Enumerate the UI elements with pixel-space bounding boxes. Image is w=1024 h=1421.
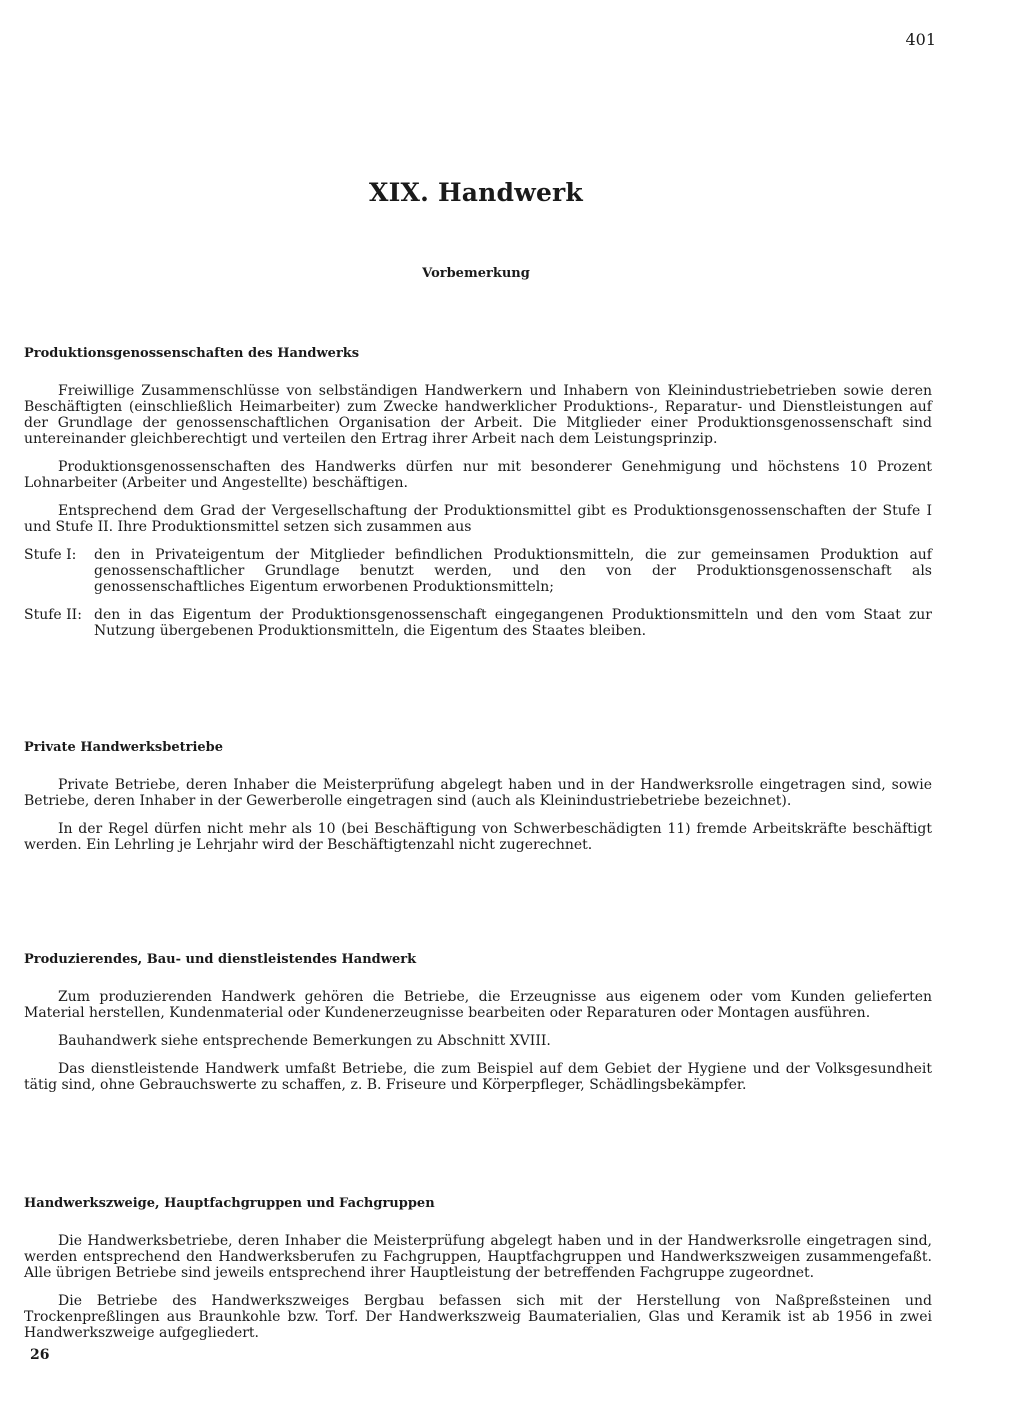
- paragraph: Zum produzierenden Handwerk gehören die Betriebe, die Erzeugnisse aus eigenem oder vom Kunden gelieferten Material herstellen, Kundenmaterial oder Kundenerzeugnisse bearbeiten oder Reparaturen oder Montagen ausführen.: [24, 989, 932, 1021]
- paragraph: In der Regel dürfen nicht mehr als 10 (bei Beschäftigung von Schwerbeschädigten 11) fremde Arbeitskräfte beschäftigt werden. Ein Lehrling je Lehrjahr wird der Beschäftigtenzahl nicht zugerechnet.: [24, 821, 932, 853]
- section-heading: Handwerkszweige, Hauptfachgruppen und Fachgruppen: [24, 1196, 435, 1211]
- paragraph: Private Betriebe, deren Inhaber die Meisterprüfung abgelegt haben und in der Handwerksrolle eingetragen sind, sowie Betriebe, deren Inhaber in der Gewerberolle eingetragen sind (auch als Kleinindustriebetriebe bezeichnet).: [24, 777, 932, 809]
- section-craft-branches-and-groups: [24, 1196, 932, 1353]
- paragraph: Die Handwerksbetriebe, deren Inhaber die Meisterprüfung abgelegt haben und in der Handwerksrolle eingetragen sind, werden entsprechend den Handwerksberufen zu Fachgruppen, Hauptfachgruppen und Handwerkszweigen zusammengefaßt. Alle übrigen Betriebe sind jeweils entsprechend ihrer Hauptleistung der betreffenden Fachgruppe zugeordnet.: [24, 1233, 932, 1281]
- stage-text: den in Privateigentum der Mitglieder befindlichen Produktionsmitteln, die zur gemeinsamen Produktion auf genossenschaftlicher Grundlage benutzt werden, und den von der Produktionsgenossenschaft als genossenschaftliches Eigentum erworbenen Produktionsmitteln;: [94, 547, 932, 595]
- stage-item: [24, 607, 932, 639]
- page-number: 401: [905, 30, 936, 49]
- section-private-craft-businesses: [24, 740, 932, 865]
- paragraph: Das dienstleistende Handwerk umfaßt Betriebe, die zum Beispiel auf dem Gebiet der Hygiene und der Volksgesundheit tätig sind, ohne Gebrauchswerte zu schaffen, z. B. Friseure und Körperpfleger, Schädlingsbekämpfer.: [24, 1061, 932, 1093]
- preface-title: Vorbemerkung: [422, 266, 530, 281]
- stage-label: Stufe II:: [24, 607, 82, 623]
- section-heading: Produzierendes, Bau- und dienstleistendes Handwerk: [24, 952, 417, 967]
- footer-number: 26: [30, 1347, 50, 1363]
- paragraph: Die Betriebe des Handwerkszweiges Bergbau befassen sich mit der Herstellung von Naßpreßsteinen und Trockenpreßlingen aus Braunkohle bzw. Torf. Der Handwerkszweig Baumaterialien, Glas und Keramik ist ab 1956 in zwei Handwerkszweige aufgegliedert.: [24, 1293, 932, 1341]
- section-producing-construction-service-crafts: [24, 952, 932, 1105]
- stage-label: Stufe I:: [24, 547, 77, 563]
- paragraph: Entsprechend dem Grad der Vergesellschaftung der Produktionsmittel gibt es Produktionsgenossenschaften der Stufe I und Stufe II. Ihre Produktionsmittel setzen sich zusammen aus: [24, 503, 932, 535]
- section-heading: Produktionsgenossenschaften des Handwerks: [24, 346, 360, 361]
- section-production-cooperatives: [24, 346, 932, 651]
- stage-text: den in das Eigentum der Produktionsgenossenschaft eingegangenen Produktionsmitteln und den vom Staat zur Nutzung übergebenen Produktionsmitteln, die Eigentum des Staates bleiben.: [94, 607, 932, 639]
- chapter-title: XIX. Handwerk: [369, 178, 583, 207]
- paragraph: Freiwillige Zusammenschlüsse von selbständigen Handwerkern und Inhabern von Kleinindustriebetrieben sowie deren Beschäftigten (einschließlich Heimarbeiter) zum Zwecke handwerklicher Produktions-, Reparatur- und Dienstleistungen auf der Grundlage der genossenschaftlichen Organisation der Arbeit. Die Mitglieder einer Produktionsgenossenschaft sind untereinander gleichberechtigt und verteilen den Ertrag ihrer Arbeit nach dem Leistungsprinzip.: [24, 383, 932, 447]
- stage-item: [24, 547, 932, 595]
- paragraph: Bauhandwerk siehe entsprechende Bemerkungen zu Abschnitt XVIII.: [58, 1033, 551, 1049]
- paragraph: Produktionsgenossenschaften des Handwerks dürfen nur mit besonderer Genehmigung und höchstens 10 Prozent Lohnarbeiter (Arbeiter und Angestellte) beschäftigen.: [24, 459, 932, 491]
- section-heading: Private Handwerksbetriebe: [24, 740, 224, 755]
